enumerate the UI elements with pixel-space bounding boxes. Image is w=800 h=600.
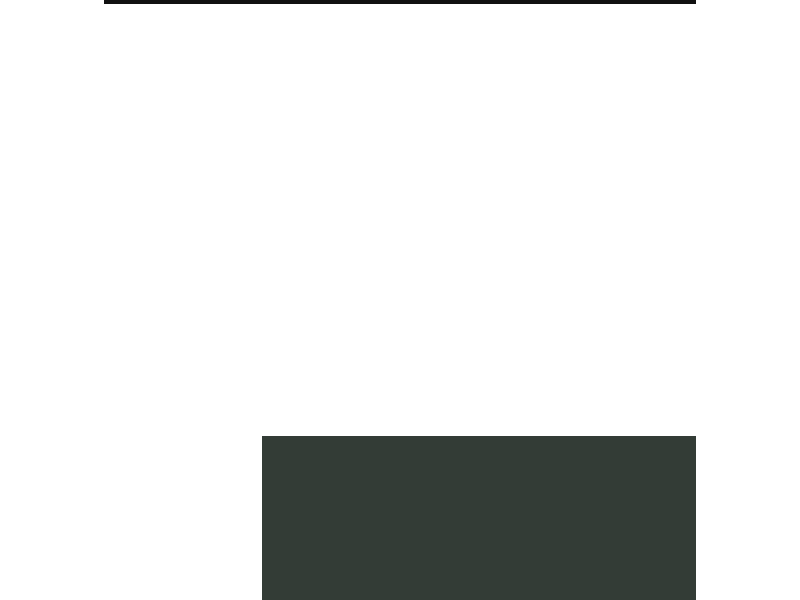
lot-map <box>262 436 696 600</box>
lot-map-image <box>262 436 696 600</box>
